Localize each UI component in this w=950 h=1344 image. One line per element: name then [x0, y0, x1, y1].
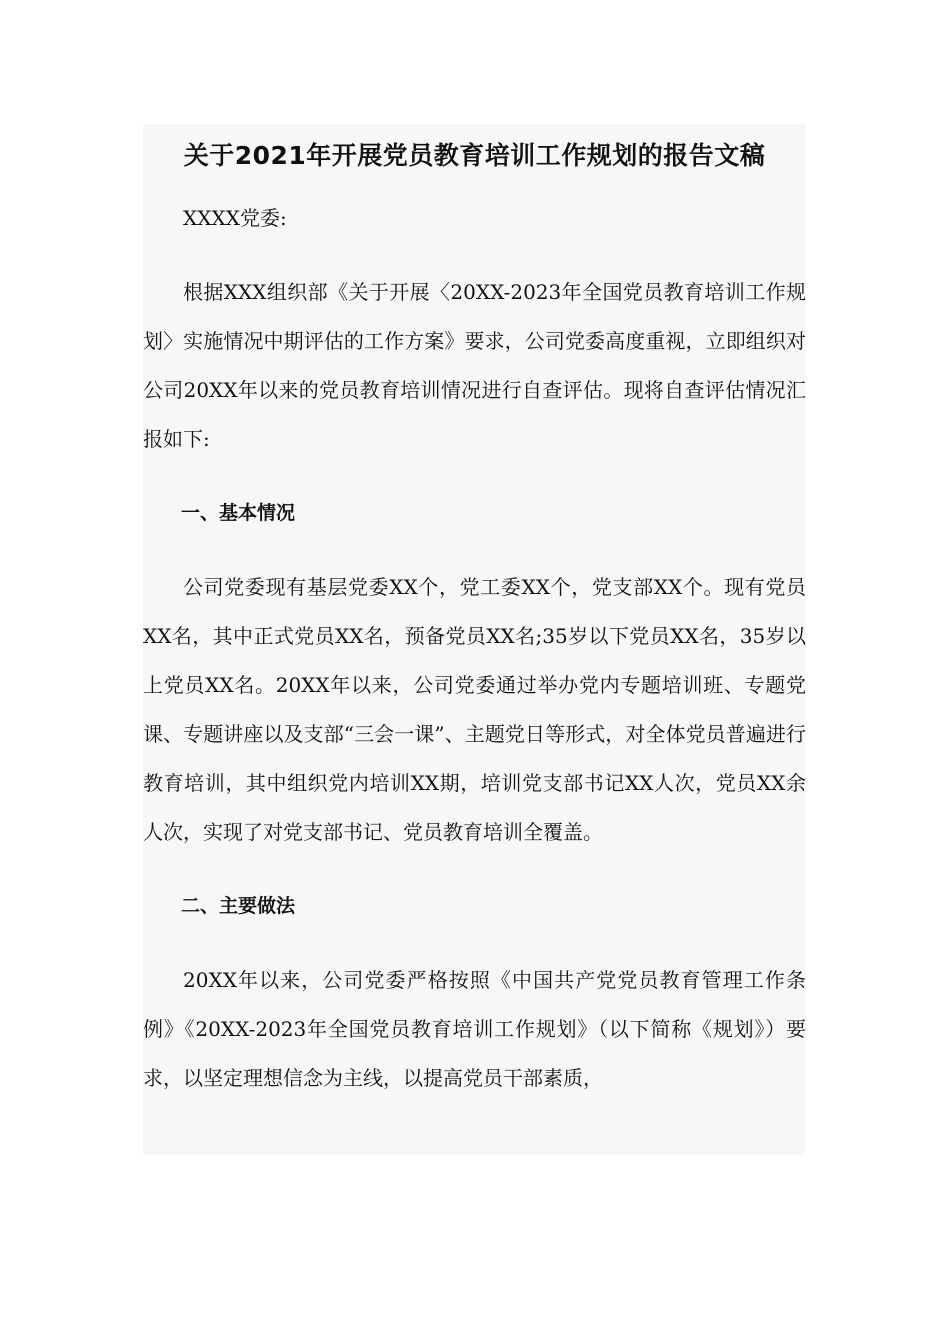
- section-heading-basic: 一、基本情况: [181, 502, 296, 524]
- document-title: 关于2021年开展党员教育培训工作规划的报告文稿: [183, 141, 766, 170]
- section-heading-practices: 二、主要做法: [181, 895, 296, 917]
- section-body-basic: 公司党委现有基层党委XX个，党工委XX个，党支部XX个。现有党员XX名，其中正式党员XX名，预备党员XX名;35岁以下党员XX名，35岁以上党员XX名。20XX年以来，公司党委通过举办党内专题培训班、专题党课、专题讲座以及支部“三会一课”、主题党日等形式，对全体党员普遍进行教育培训，其中组织党内培训XX期，培训党支部书记XX人次，党员XX余人次，实现了对党支部书记、党员教育培训全覆盖。: [143, 575, 806, 844]
- document-body: [143, 194, 806, 1103]
- document-page: [143, 124, 806, 1155]
- salutation: XXXX党委:: [183, 206, 287, 230]
- intro-paragraph: 根据XXX组织部《关于开展〈20XX-2023年全国党员教育培训工作规划〉实施情况中期评估的工作方案》要求，公司党委高度重视，立即组织对公司20XX年以来的党员教育培训情况进行自查评估。现将自查评估情况汇报如下:: [143, 280, 806, 451]
- section-body-practices: 20XX年以来，公司党委严格按照《中国共产党党员教育管理工作条例》《20XX-2023年全国党员教育培训工作规划》（以下简称《规划》）要求，以坚定理想信念为主线，以提高党员干部素质，: [143, 968, 806, 1090]
